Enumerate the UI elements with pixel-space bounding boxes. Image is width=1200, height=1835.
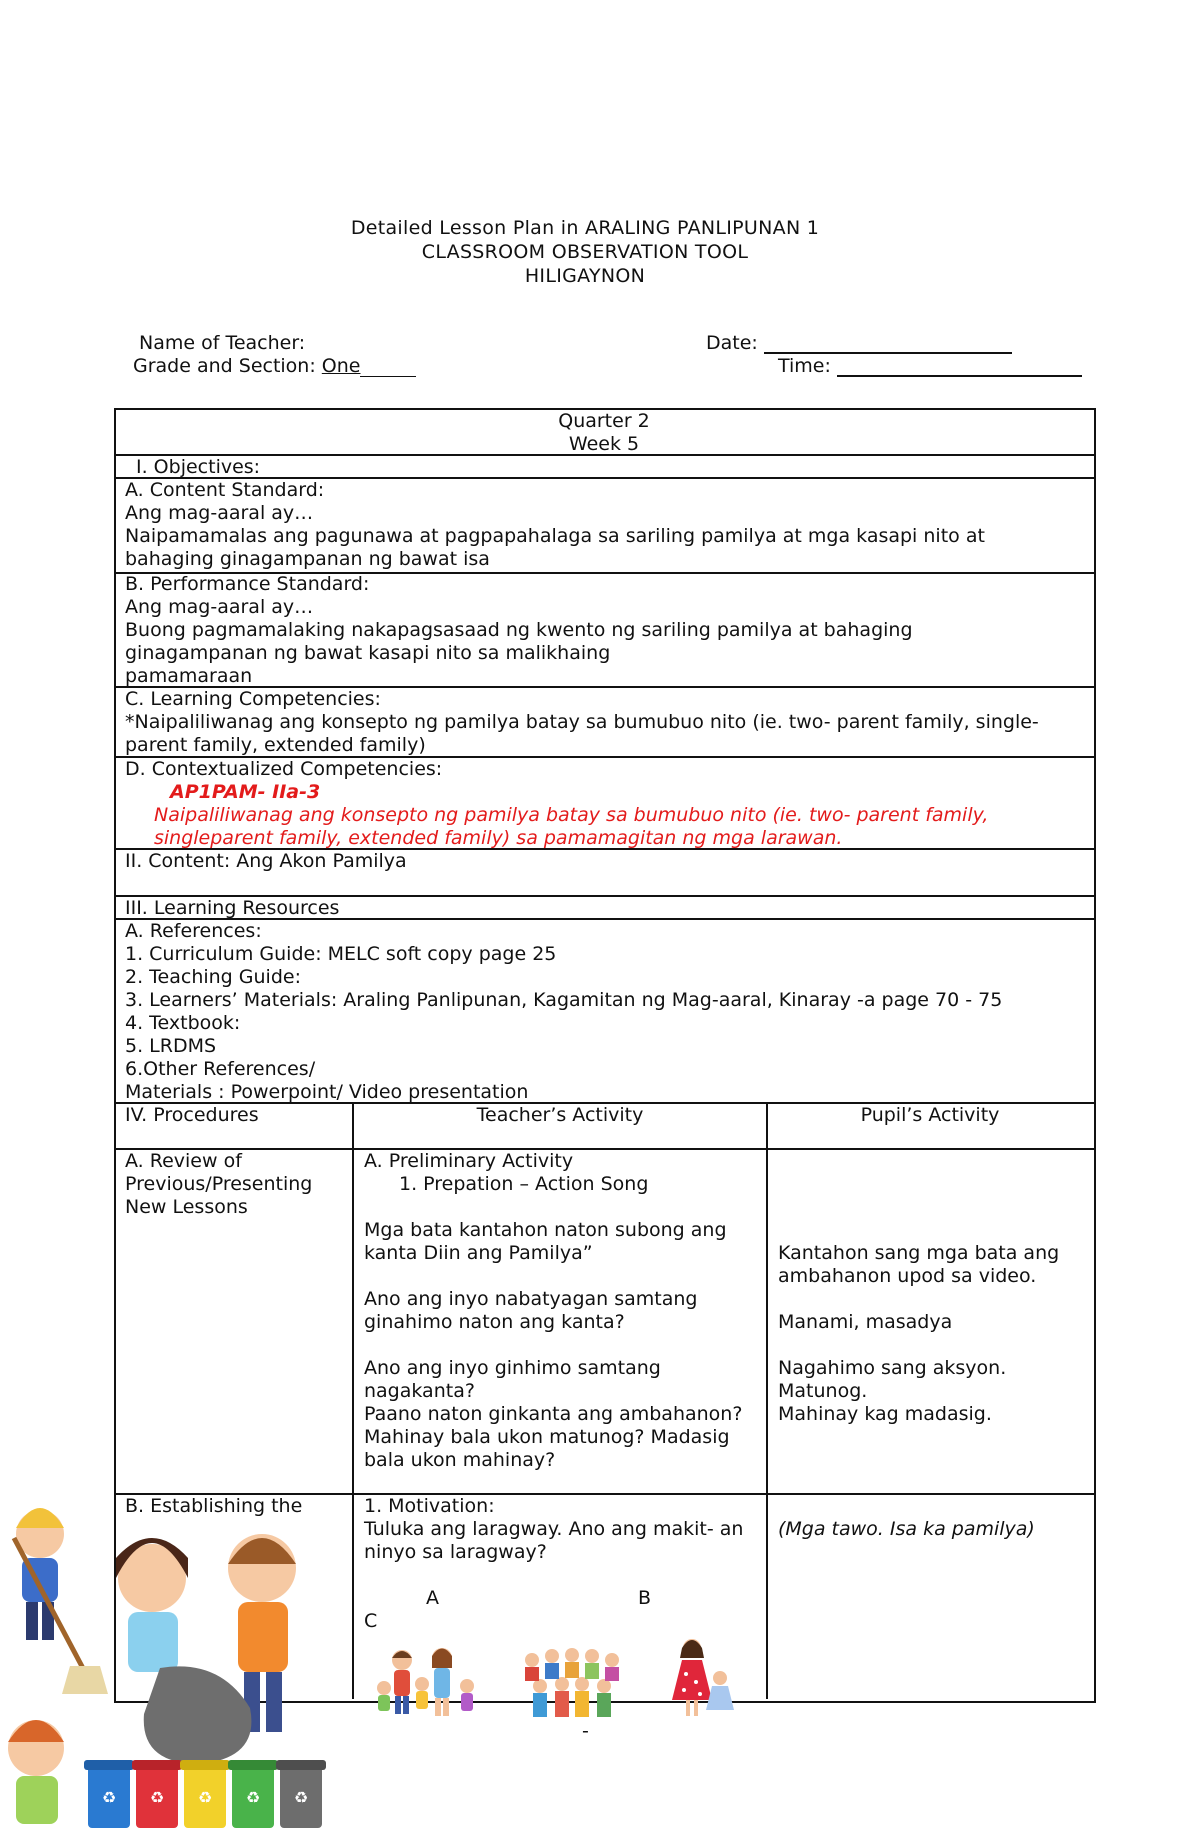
establishing-label: B. Establishing the bbox=[125, 1495, 303, 1517]
teacher-line: bala ukon mahinay? bbox=[364, 1449, 556, 1471]
grade-value: One bbox=[321, 355, 361, 377]
learning-competencies-line: *Naipaliliwanag ang konsepto ng pamilya batay sa bumubuo nito (ie. two- parent family, single- bbox=[125, 711, 1039, 733]
teacher-line: 1. Prepation – Action Song bbox=[399, 1173, 649, 1195]
reference-line: Materials : Powerpoint/ Video presentation bbox=[125, 1081, 529, 1103]
reference-line: 4. Textbook: bbox=[125, 1012, 241, 1034]
teacher-line: A. Preliminary Activity bbox=[364, 1150, 574, 1172]
svg-text:♻: ♻ bbox=[245, 1788, 261, 1807]
competency-code: AP1PAM- IIa-3 bbox=[170, 781, 321, 803]
time-underline bbox=[837, 355, 1082, 377]
teacher-line: ninyo sa laragway? bbox=[364, 1541, 547, 1563]
content-standard-line: bahaging ginagampanan ng bawat isa bbox=[125, 548, 490, 570]
pupil-line: Matunog. bbox=[778, 1380, 868, 1402]
page-dash: - bbox=[582, 1720, 589, 1742]
pupil-line: ambahanon upod sa video. bbox=[778, 1265, 1037, 1287]
content-standard-line: Naipamamalas ang pagunawa at pagpapahalaga sa sariling pamilya at mga kasapi nito at bbox=[125, 525, 985, 547]
svg-text:♻: ♻ bbox=[197, 1788, 213, 1807]
family-picture-a bbox=[372, 1640, 480, 1725]
performance-standard-line: Buong pagmamalaking nakapagsasaad ng kwento ng sariling pamilya at bahaging bbox=[125, 619, 913, 641]
svg-text:♻: ♻ bbox=[101, 1788, 117, 1807]
pupil-line: Nagahimo sang aksyon. bbox=[778, 1357, 1007, 1379]
reference-line: 1. Curriculum Guide: MELC soft copy page 25 bbox=[125, 943, 557, 965]
picture-label-b: B bbox=[638, 1587, 652, 1609]
review-label: Previous/Presenting bbox=[125, 1173, 313, 1195]
performance-standard-line: ginagampanan ng bawat kasapi nito sa malikhaing bbox=[125, 642, 611, 664]
learning-competencies-label: C. Learning Competencies: bbox=[125, 688, 381, 710]
teacher-line: Mga bata kantahon naton subong ang bbox=[364, 1219, 727, 1241]
contextualized-line: Naipaliliwanag ang konsepto ng pamilya batay sa bumubuo nito (ie. two- parent family, bbox=[154, 804, 989, 826]
grade-label: Grade and Section: bbox=[133, 355, 316, 377]
date-underline bbox=[764, 332, 1012, 354]
doc-title: Detailed Lesson Plan in ARALING PANLIPUNAN 1 bbox=[350, 217, 820, 239]
doc-language: HILIGAYNON bbox=[524, 265, 646, 287]
reference-line: 5. LRDMS bbox=[125, 1035, 217, 1057]
family-picture-c bbox=[668, 1634, 738, 1724]
teacher-line: Ano ang inyo ginhimo samtang bbox=[364, 1357, 661, 1379]
pupil-line: Kantahon sang mga bata ang bbox=[778, 1242, 1060, 1264]
reference-line: A. References: bbox=[125, 920, 262, 942]
content-standard-line: Ang mag-aaral ay… bbox=[125, 502, 314, 524]
date-label: Date: bbox=[706, 332, 758, 354]
teacher-line: Ano ang inyo nabatyagan samtang bbox=[364, 1288, 698, 1310]
teacher-activity-header: Teacher’s Activity bbox=[476, 1104, 644, 1126]
date-field[interactable] bbox=[706, 332, 1012, 354]
objectives-heading: I. Objectives: bbox=[136, 456, 261, 478]
teacher-line: Paano naton ginkanta ang ambahanon? bbox=[364, 1403, 743, 1425]
svg-text:♻: ♻ bbox=[293, 1788, 309, 1807]
teacher-line: nagakanta? bbox=[364, 1380, 475, 1402]
family-picture-b bbox=[518, 1646, 626, 1728]
pupil-line: Mahinay kag madasig. bbox=[778, 1403, 992, 1425]
teacher-line: Tuluka ang laragway. Ano ang makit- an bbox=[364, 1518, 744, 1540]
pupil-activity-header: Pupil’s Activity bbox=[860, 1104, 1000, 1126]
pupil-answer: (Mga tawo. Isa ka pamilya) bbox=[778, 1518, 1035, 1540]
teacher-line: ginahimo naton ang kanta? bbox=[364, 1311, 625, 1333]
review-label: A. Review of bbox=[125, 1150, 242, 1172]
kids-cleaning-clipart bbox=[0, 1498, 340, 1835]
reference-line: 2. Teaching Guide: bbox=[125, 966, 301, 988]
teacher-line: Mahinay bala ukon matunog? Madasig bbox=[364, 1426, 730, 1448]
teacher-label: Name of Teacher: bbox=[139, 332, 306, 354]
performance-standard-line: pamamaraan bbox=[125, 665, 253, 687]
recycle-bins bbox=[84, 1760, 326, 1828]
rule bbox=[114, 1148, 1094, 1150]
pupil-line: Manami, masadya bbox=[778, 1311, 953, 1333]
grade-underline bbox=[360, 356, 416, 377]
resources-heading: III. Learning Resources bbox=[125, 897, 340, 919]
teacher-line: 1. Motivation: bbox=[364, 1495, 495, 1517]
procedures-header: IV. Procedures bbox=[125, 1104, 259, 1126]
review-label: New Lessons bbox=[125, 1196, 248, 1218]
week-label: Week 5 bbox=[568, 433, 640, 455]
picture-label-c: C bbox=[364, 1610, 378, 1632]
grade-field bbox=[133, 355, 416, 377]
contextualized-line: singleparent family, extended family) sa pamamagitan ng mga larawan. bbox=[154, 827, 843, 849]
time-field[interactable] bbox=[778, 355, 1082, 377]
time-label: Time: bbox=[778, 355, 831, 377]
performance-standard-line: Ang mag-aaral ay… bbox=[125, 596, 314, 618]
reference-line: 3. Learners’ Materials: Araling Panlipunan, Kagamitan ng Mag-aaral, Kinaray -a page 70 - 75 bbox=[125, 989, 1003, 1011]
doc-subtitle: CLASSROOM OBSERVATION TOOL bbox=[421, 241, 749, 263]
col-divider bbox=[352, 1102, 354, 1699]
reference-line: 6.Other References/ bbox=[125, 1058, 316, 1080]
content-standard-label: A. Content Standard: bbox=[125, 479, 325, 501]
content-row: II. Content: Ang Akon Pamilya bbox=[125, 850, 407, 872]
picture-label-a: A bbox=[426, 1587, 439, 1609]
performance-standard-label: B. Performance Standard: bbox=[125, 573, 370, 595]
svg-text:♻: ♻ bbox=[149, 1788, 165, 1807]
contextualized-label: D. Contextualized Competencies: bbox=[125, 758, 443, 780]
learning-competencies-line: parent family, extended family) bbox=[125, 734, 426, 756]
teacher-line: kanta Diin ang Pamilya” bbox=[364, 1242, 593, 1264]
col-divider bbox=[766, 1102, 768, 1699]
quarter-label: Quarter 2 bbox=[558, 410, 650, 432]
